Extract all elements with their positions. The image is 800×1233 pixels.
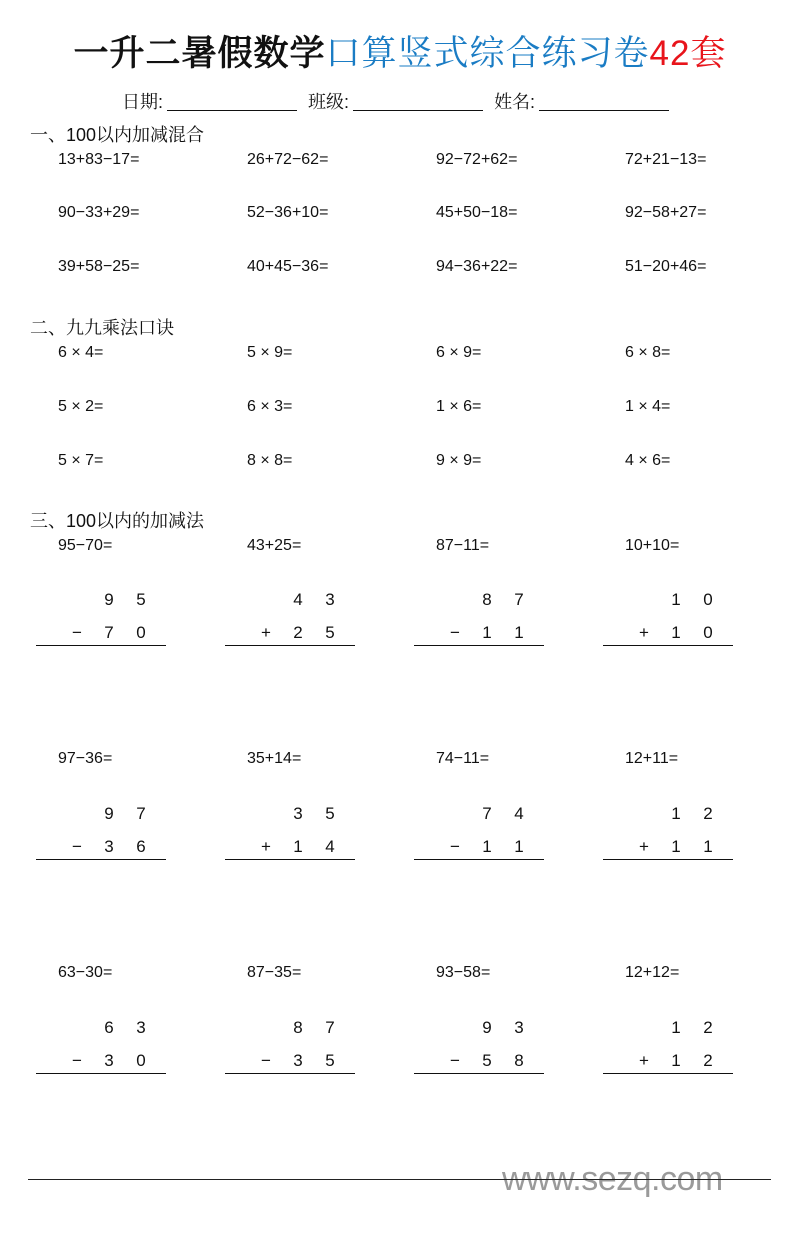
vertical-work-area xyxy=(36,590,166,660)
operator-sign: + xyxy=(639,837,649,856)
bottom-ones-digit: 1 xyxy=(514,623,524,642)
top-ones-digit: 7 xyxy=(325,1018,335,1037)
answer-line xyxy=(225,645,355,646)
problem: 5 × 2= xyxy=(58,398,104,415)
problem: 1 × 6= xyxy=(436,398,482,415)
problem: 40+45−36= xyxy=(247,258,329,275)
vertical-work-area xyxy=(414,804,544,874)
problem: 39+58−25= xyxy=(58,258,140,275)
bottom-tens-digit: 1 xyxy=(671,1051,681,1070)
problem: 13+83−17= xyxy=(58,151,140,168)
vertical-work-area xyxy=(603,804,733,874)
bottom-ones-digit: 8 xyxy=(514,1051,524,1070)
problem-expression: 12+11= xyxy=(625,750,679,767)
bottom-ones-digit: 5 xyxy=(325,623,335,642)
vertical-work-area xyxy=(36,804,166,874)
bottom-tens-digit: 1 xyxy=(671,837,681,856)
top-tens-digit: 1 xyxy=(671,804,681,823)
section-2-title: 二、九九乘法口诀 xyxy=(30,318,174,338)
top-tens-digit: 9 xyxy=(482,1018,492,1037)
bottom-tens-digit: 1 xyxy=(671,623,681,642)
top-tens-digit: 1 xyxy=(671,1018,681,1037)
operator-sign: + xyxy=(639,1051,649,1070)
student-info-line xyxy=(122,88,675,114)
problem: 6 × 9= xyxy=(436,344,482,361)
answer-line xyxy=(225,1073,355,1074)
problem-expression: 12+12= xyxy=(625,964,680,981)
problem: 51−20+46= xyxy=(625,258,707,275)
answer-line xyxy=(414,645,544,646)
date-field xyxy=(122,88,297,114)
top-ones-digit: 3 xyxy=(325,590,335,609)
problem: 26+72−62= xyxy=(247,151,329,168)
operator-sign: − xyxy=(450,837,460,856)
section-1-title: 一、100以内加减混合 xyxy=(30,125,205,145)
problem-expression: 97−36= xyxy=(58,750,113,767)
problem: 94−36+22= xyxy=(436,258,518,275)
answer-line xyxy=(36,859,166,860)
problem-expression: 95−70= xyxy=(58,537,113,554)
problem: 90−33+29= xyxy=(58,204,140,221)
answer-line xyxy=(414,859,544,860)
answer-line xyxy=(36,645,166,646)
operator-sign: + xyxy=(639,623,649,642)
problem: 52−36+10= xyxy=(247,204,329,221)
problem: 45+50−18= xyxy=(436,204,518,221)
top-ones-digit: 0 xyxy=(703,590,713,609)
problem: 4 × 6= xyxy=(625,452,671,469)
problem: 9 × 9= xyxy=(436,452,482,469)
top-tens-digit: 7 xyxy=(482,804,492,823)
title-part-set-count: 42套 xyxy=(649,34,727,73)
bottom-tens-digit: 3 xyxy=(293,1051,303,1070)
top-tens-digit: 8 xyxy=(482,590,492,609)
vertical-work-area xyxy=(225,804,355,874)
name-field xyxy=(494,88,669,114)
vertical-work-area xyxy=(414,590,544,660)
operator-sign: − xyxy=(450,623,460,642)
bottom-ones-digit: 1 xyxy=(703,837,713,856)
operator-sign: − xyxy=(450,1051,460,1070)
bottom-ones-digit: 0 xyxy=(136,1051,146,1070)
operator-sign: − xyxy=(72,623,82,642)
bottom-tens-digit: 5 xyxy=(482,1051,492,1070)
answer-line xyxy=(603,859,733,860)
section-3-title: 三、100以内的加减法 xyxy=(30,511,205,531)
answer-line xyxy=(225,859,355,860)
top-ones-digit: 7 xyxy=(514,590,524,609)
problem-expression: 87−35= xyxy=(247,964,302,981)
bottom-tens-digit: 3 xyxy=(104,1051,114,1070)
bottom-tens-digit: 3 xyxy=(104,837,114,856)
top-ones-digit: 2 xyxy=(703,1018,713,1037)
problem-expression: 87−11= xyxy=(436,537,490,554)
problem: 8 × 8= xyxy=(247,452,293,469)
top-ones-digit: 5 xyxy=(325,804,335,823)
top-ones-digit: 4 xyxy=(514,804,524,823)
answer-line xyxy=(603,645,733,646)
date-label: 日期: xyxy=(122,92,164,112)
top-ones-digit: 3 xyxy=(514,1018,524,1037)
vertical-work-area xyxy=(225,1018,355,1088)
problem: 92−72+62= xyxy=(436,151,518,168)
problem: 6 × 3= xyxy=(247,398,293,415)
operator-sign: + xyxy=(261,623,271,642)
class-label: 班级: xyxy=(308,92,350,112)
vertical-work-area xyxy=(225,590,355,660)
name-blank[interactable] xyxy=(539,93,669,111)
bottom-tens-digit: 2 xyxy=(293,623,303,642)
problem-expression: 74−11= xyxy=(436,750,490,767)
bottom-tens-digit: 1 xyxy=(293,837,303,856)
problem: 72+21−13= xyxy=(625,151,707,168)
date-blank[interactable] xyxy=(167,93,297,111)
top-tens-digit: 8 xyxy=(293,1018,303,1037)
top-tens-digit: 4 xyxy=(293,590,303,609)
name-label: 姓名: xyxy=(494,92,536,112)
bottom-tens-digit: 1 xyxy=(482,623,492,642)
bottom-ones-digit: 1 xyxy=(514,837,524,856)
class-field xyxy=(308,88,483,114)
bottom-tens-digit: 1 xyxy=(482,837,492,856)
top-ones-digit: 3 xyxy=(136,1018,146,1037)
top-tens-digit: 6 xyxy=(104,1018,114,1037)
problem-expression: 93−58= xyxy=(436,964,491,981)
problem: 6 × 4= xyxy=(58,344,104,361)
bottom-tens-digit: 7 xyxy=(104,623,114,642)
top-tens-digit: 9 xyxy=(104,590,114,609)
operator-sign: + xyxy=(261,837,271,856)
operator-sign: − xyxy=(261,1051,271,1070)
bottom-ones-digit: 6 xyxy=(136,837,146,856)
problem: 1 × 4= xyxy=(625,398,671,415)
problem: 5 × 9= xyxy=(247,344,293,361)
problem-expression: 43+25= xyxy=(247,537,302,554)
problem-expression: 63−30= xyxy=(58,964,113,981)
problem: 92−58+27= xyxy=(625,204,707,221)
answer-line xyxy=(414,1073,544,1074)
top-tens-digit: 1 xyxy=(671,590,681,609)
problem: 5 × 7= xyxy=(58,452,104,469)
vertical-work-area xyxy=(603,590,733,660)
worksheet-title xyxy=(0,26,800,76)
title-part-grade: 一升二暑假数学 xyxy=(73,33,326,74)
bottom-ones-digit: 5 xyxy=(325,1051,335,1070)
answer-line xyxy=(603,1073,733,1074)
vertical-work-area xyxy=(603,1018,733,1088)
class-blank[interactable] xyxy=(353,93,483,111)
problem-expression: 35+14= xyxy=(247,750,302,767)
watermark-text: www.sezq.com xyxy=(502,1160,723,1198)
top-ones-digit: 7 xyxy=(136,804,146,823)
operator-sign: − xyxy=(72,837,82,856)
vertical-work-area xyxy=(414,1018,544,1088)
top-ones-digit: 5 xyxy=(136,590,146,609)
top-tens-digit: 3 xyxy=(293,804,303,823)
top-ones-digit: 2 xyxy=(703,804,713,823)
bottom-ones-digit: 2 xyxy=(703,1051,713,1070)
footer-divider xyxy=(28,1179,771,1180)
problem-expression: 10+10= xyxy=(625,537,680,554)
bottom-ones-digit: 4 xyxy=(325,837,335,856)
problem: 6 × 8= xyxy=(625,344,671,361)
vertical-work-area xyxy=(36,1018,166,1088)
operator-sign: − xyxy=(72,1051,82,1070)
answer-line xyxy=(36,1073,166,1074)
bottom-ones-digit: 0 xyxy=(136,623,146,642)
top-tens-digit: 9 xyxy=(104,804,114,823)
bottom-ones-digit: 0 xyxy=(703,623,713,642)
title-part-topic: 口算竖式综合练习卷 xyxy=(325,34,650,74)
